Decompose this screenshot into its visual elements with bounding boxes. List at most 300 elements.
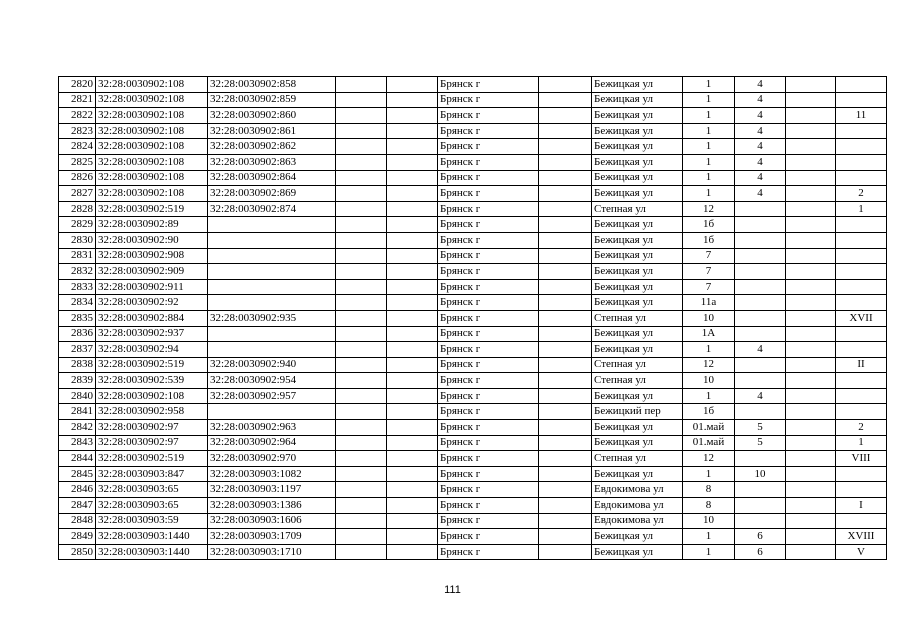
parent-cadastral-number-cell: 32:28:0030902:90: [96, 232, 208, 248]
apartment-number-cell: 4: [735, 154, 786, 170]
parent-cadastral-number-cell: 32:28:0030902:94: [96, 342, 208, 358]
empty-cell-cell: [336, 139, 387, 155]
apartment-number-cell: [735, 201, 786, 217]
parent-cadastral-number-cell: 32:28:0030903:59: [96, 513, 208, 529]
house-number-cell: 1: [683, 139, 735, 155]
room-number-cell: [836, 77, 887, 93]
street-cell: Бежицкий пер: [592, 404, 683, 420]
parent-cadastral-number-cell: 32:28:0030903:847: [96, 466, 208, 482]
house-number-cell: 8: [683, 482, 735, 498]
empty-cell-cell: [387, 326, 438, 342]
house-number-cell: 1: [683, 186, 735, 202]
empty-cell-cell: [336, 513, 387, 529]
room-number-cell: [836, 404, 887, 420]
empty-cell-cell: [786, 388, 836, 404]
cadastral-number-cell: [208, 232, 336, 248]
empty-cell-cell: [786, 248, 836, 264]
table-row: [59, 498, 887, 514]
row-number-cell: 2838: [59, 357, 96, 373]
data-table: [58, 76, 887, 560]
empty-cell-cell: [387, 279, 438, 295]
apartment-number-cell: [735, 310, 786, 326]
city-cell: Брянск г: [438, 295, 539, 311]
empty-cell-cell: [336, 248, 387, 264]
cadastral-number-cell: 32:28:0030902:858: [208, 77, 336, 93]
street-cell: Бежицкая ул: [592, 139, 683, 155]
empty-cell-cell: [786, 451, 836, 467]
street-cell: Бежицкая ул: [592, 279, 683, 295]
parent-cadastral-number-cell: 32:28:0030903:1440: [96, 529, 208, 545]
row-number-cell: 2832: [59, 264, 96, 280]
row-number-cell: 2848: [59, 513, 96, 529]
empty-cell-cell: [387, 310, 438, 326]
house-number-cell: 1: [683, 529, 735, 545]
empty-cell-cell: [539, 264, 592, 280]
street-cell: Бежицкая ул: [592, 420, 683, 436]
table-row: [59, 108, 887, 124]
city-cell: Брянск г: [438, 420, 539, 436]
cadastral-number-cell: [208, 326, 336, 342]
empty-cell-cell: [336, 373, 387, 389]
parent-cadastral-number-cell: 32:28:0030902:519: [96, 357, 208, 373]
empty-cell-cell: [336, 544, 387, 560]
empty-cell-cell: [539, 435, 592, 451]
empty-cell-cell: [336, 217, 387, 233]
empty-cell-cell: [336, 279, 387, 295]
empty-cell-cell: [539, 123, 592, 139]
table-row: [59, 264, 887, 280]
empty-cell-cell: [786, 92, 836, 108]
apartment-number-cell: [735, 232, 786, 248]
empty-cell-cell: [336, 451, 387, 467]
street-cell: Бежицкая ул: [592, 529, 683, 545]
empty-cell-cell: [387, 77, 438, 93]
cadastral-number-cell: 32:28:0030903:1197: [208, 482, 336, 498]
table-row: [59, 388, 887, 404]
table-row: [59, 451, 887, 467]
apartment-number-cell: 5: [735, 420, 786, 436]
room-number-cell: [836, 264, 887, 280]
city-cell: Брянск г: [438, 154, 539, 170]
empty-cell-cell: [786, 482, 836, 498]
apartment-number-cell: [735, 326, 786, 342]
parent-cadastral-number-cell: 32:28:0030903:65: [96, 482, 208, 498]
empty-cell-cell: [539, 466, 592, 482]
room-number-cell: [836, 388, 887, 404]
house-number-cell: 1б: [683, 232, 735, 248]
empty-cell-cell: [336, 232, 387, 248]
cadastral-number-cell: 32:28:0030902:862: [208, 139, 336, 155]
row-number-cell: 2820: [59, 77, 96, 93]
room-number-cell: [836, 170, 887, 186]
cadastral-number-cell: 32:28:0030903:1082: [208, 466, 336, 482]
empty-cell-cell: [336, 264, 387, 280]
city-cell: Брянск г: [438, 435, 539, 451]
table-body: [59, 77, 887, 560]
empty-cell-cell: [539, 295, 592, 311]
apartment-number-cell: [735, 357, 786, 373]
empty-cell-cell: [539, 544, 592, 560]
street-cell: Бежицкая ул: [592, 435, 683, 451]
house-number-cell: 1: [683, 170, 735, 186]
apartment-number-cell: 5: [735, 435, 786, 451]
empty-cell-cell: [336, 77, 387, 93]
cadastral-number-cell: [208, 279, 336, 295]
cadastral-number-cell: 32:28:0030902:864: [208, 170, 336, 186]
street-cell: Степная ул: [592, 201, 683, 217]
row-number-cell: 2842: [59, 420, 96, 436]
apartment-number-cell: 4: [735, 139, 786, 155]
street-cell: Бежицкая ул: [592, 186, 683, 202]
empty-cell-cell: [387, 232, 438, 248]
apartment-number-cell: [735, 248, 786, 264]
room-number-cell: [836, 217, 887, 233]
empty-cell-cell: [387, 201, 438, 217]
table-row: [59, 295, 887, 311]
room-number-cell: 11: [836, 108, 887, 124]
empty-cell-cell: [786, 77, 836, 93]
apartment-number-cell: 4: [735, 123, 786, 139]
cadastral-number-cell: 32:28:0030902:957: [208, 388, 336, 404]
table-row: [59, 217, 887, 233]
empty-cell-cell: [786, 232, 836, 248]
house-number-cell: 8: [683, 498, 735, 514]
room-number-cell: V: [836, 544, 887, 560]
parent-cadastral-number-cell: 32:28:0030902:958: [96, 404, 208, 420]
cadastral-number-cell: [208, 264, 336, 280]
cadastral-number-cell: 32:28:0030902:940: [208, 357, 336, 373]
cadastral-number-cell: [208, 342, 336, 358]
room-number-cell: [836, 482, 887, 498]
room-number-cell: II: [836, 357, 887, 373]
empty-cell-cell: [387, 544, 438, 560]
city-cell: Брянск г: [438, 404, 539, 420]
row-number-cell: 2846: [59, 482, 96, 498]
room-number-cell: [836, 513, 887, 529]
parent-cadastral-number-cell: 32:28:0030902:108: [96, 388, 208, 404]
table-row: [59, 529, 887, 545]
table-row: [59, 404, 887, 420]
empty-cell-cell: [336, 295, 387, 311]
empty-cell-cell: [387, 498, 438, 514]
room-number-cell: I: [836, 498, 887, 514]
empty-cell-cell: [336, 326, 387, 342]
street-cell: Бежицкая ул: [592, 264, 683, 280]
empty-cell-cell: [336, 404, 387, 420]
empty-cell-cell: [336, 466, 387, 482]
parent-cadastral-number-cell: 32:28:0030902:108: [96, 92, 208, 108]
empty-cell-cell: [786, 108, 836, 124]
apartment-number-cell: [735, 451, 786, 467]
row-number-cell: 2826: [59, 170, 96, 186]
city-cell: Брянск г: [438, 170, 539, 186]
empty-cell-cell: [387, 170, 438, 186]
apartment-number-cell: [735, 482, 786, 498]
empty-cell-cell: [786, 498, 836, 514]
empty-cell-cell: [387, 466, 438, 482]
apartment-number-cell: [735, 279, 786, 295]
empty-cell-cell: [786, 373, 836, 389]
empty-cell-cell: [539, 108, 592, 124]
cadastral-number-cell: 32:28:0030902:861: [208, 123, 336, 139]
room-number-cell: XVII: [836, 310, 887, 326]
room-number-cell: 2: [836, 420, 887, 436]
empty-cell-cell: [539, 186, 592, 202]
street-cell: Бежицкая ул: [592, 77, 683, 93]
city-cell: Брянск г: [438, 186, 539, 202]
empty-cell-cell: [336, 186, 387, 202]
room-number-cell: XVIII: [836, 529, 887, 545]
street-cell: Бежицкая ул: [592, 388, 683, 404]
row-number-cell: 2845: [59, 466, 96, 482]
table-row: [59, 170, 887, 186]
house-number-cell: 1б: [683, 217, 735, 233]
room-number-cell: [836, 326, 887, 342]
apartment-number-cell: [735, 373, 786, 389]
parent-cadastral-number-cell: 32:28:0030902:908: [96, 248, 208, 264]
apartment-number-cell: 4: [735, 108, 786, 124]
parent-cadastral-number-cell: 32:28:0030902:108: [96, 77, 208, 93]
parent-cadastral-number-cell: 32:28:0030902:108: [96, 154, 208, 170]
row-number-cell: 2824: [59, 139, 96, 155]
room-number-cell: [836, 139, 887, 155]
apartment-number-cell: 4: [735, 170, 786, 186]
parent-cadastral-number-cell: 32:28:0030902:909: [96, 264, 208, 280]
row-number-cell: 2828: [59, 201, 96, 217]
apartment-number-cell: 6: [735, 544, 786, 560]
row-number-cell: 2833: [59, 279, 96, 295]
city-cell: Брянск г: [438, 498, 539, 514]
row-number-cell: 2836: [59, 326, 96, 342]
apartment-number-cell: 4: [735, 77, 786, 93]
empty-cell-cell: [387, 186, 438, 202]
empty-cell-cell: [387, 420, 438, 436]
empty-cell-cell: [539, 513, 592, 529]
room-number-cell: [836, 295, 887, 311]
city-cell: Брянск г: [438, 217, 539, 233]
row-number-cell: 2821: [59, 92, 96, 108]
empty-cell-cell: [387, 482, 438, 498]
house-number-cell: 1б: [683, 404, 735, 420]
street-cell: Степная ул: [592, 357, 683, 373]
empty-cell-cell: [539, 279, 592, 295]
empty-cell-cell: [336, 435, 387, 451]
parent-cadastral-number-cell: 32:28:0030902:884: [96, 310, 208, 326]
empty-cell-cell: [539, 139, 592, 155]
empty-cell-cell: [539, 404, 592, 420]
empty-cell-cell: [786, 513, 836, 529]
row-number-cell: 2841: [59, 404, 96, 420]
city-cell: Брянск г: [438, 544, 539, 560]
cadastral-number-cell: 32:28:0030902:963: [208, 420, 336, 436]
room-number-cell: [836, 123, 887, 139]
room-number-cell: [836, 466, 887, 482]
empty-cell-cell: [336, 498, 387, 514]
empty-cell-cell: [387, 435, 438, 451]
apartment-number-cell: 6: [735, 529, 786, 545]
empty-cell-cell: [786, 544, 836, 560]
street-cell: Бежицкая ул: [592, 108, 683, 124]
table-row: [59, 342, 887, 358]
row-number-cell: 2839: [59, 373, 96, 389]
room-number-cell: 1: [836, 435, 887, 451]
street-cell: Бежицкая ул: [592, 217, 683, 233]
empty-cell-cell: [336, 123, 387, 139]
apartment-number-cell: 4: [735, 388, 786, 404]
empty-cell-cell: [786, 186, 836, 202]
house-number-cell: 1: [683, 123, 735, 139]
table-row: [59, 232, 887, 248]
row-number-cell: 2822: [59, 108, 96, 124]
street-cell: Бежицкая ул: [592, 544, 683, 560]
city-cell: Брянск г: [438, 513, 539, 529]
cadastral-number-cell: 32:28:0030902:859: [208, 92, 336, 108]
table-row: [59, 201, 887, 217]
empty-cell-cell: [387, 248, 438, 264]
empty-cell-cell: [387, 357, 438, 373]
room-number-cell: VIII: [836, 451, 887, 467]
row-number-cell: 2840: [59, 388, 96, 404]
table-row: [59, 420, 887, 436]
empty-cell-cell: [539, 201, 592, 217]
room-number-cell: 2: [836, 186, 887, 202]
city-cell: Брянск г: [438, 326, 539, 342]
empty-cell-cell: [786, 201, 836, 217]
house-number-cell: 12: [683, 201, 735, 217]
empty-cell-cell: [539, 388, 592, 404]
empty-cell-cell: [336, 108, 387, 124]
empty-cell-cell: [387, 529, 438, 545]
row-number-cell: 2843: [59, 435, 96, 451]
empty-cell-cell: [387, 373, 438, 389]
empty-cell-cell: [539, 342, 592, 358]
empty-cell-cell: [539, 170, 592, 186]
row-number-cell: 2834: [59, 295, 96, 311]
table-row: [59, 279, 887, 295]
apartment-number-cell: [735, 264, 786, 280]
empty-cell-cell: [786, 279, 836, 295]
house-number-cell: 01.май: [683, 435, 735, 451]
parent-cadastral-number-cell: 32:28:0030902:519: [96, 451, 208, 467]
empty-cell-cell: [387, 92, 438, 108]
empty-cell-cell: [336, 388, 387, 404]
empty-cell-cell: [786, 404, 836, 420]
street-cell: Евдокимова ул: [592, 482, 683, 498]
empty-cell-cell: [539, 451, 592, 467]
house-number-cell: 1: [683, 92, 735, 108]
house-number-cell: 1: [683, 466, 735, 482]
room-number-cell: [836, 373, 887, 389]
city-cell: Брянск г: [438, 77, 539, 93]
cadastral-number-cell: [208, 217, 336, 233]
cadastral-number-cell: 32:28:0030903:1709: [208, 529, 336, 545]
table-row: [59, 186, 887, 202]
empty-cell-cell: [539, 92, 592, 108]
empty-cell-cell: [387, 139, 438, 155]
empty-cell-cell: [387, 108, 438, 124]
table-row: [59, 513, 887, 529]
cadastral-number-cell: 32:28:0030902:964: [208, 435, 336, 451]
row-number-cell: 2835: [59, 310, 96, 326]
empty-cell-cell: [387, 451, 438, 467]
empty-cell-cell: [539, 529, 592, 545]
row-number-cell: 2827: [59, 186, 96, 202]
house-number-cell: 1: [683, 154, 735, 170]
city-cell: Брянск г: [438, 279, 539, 295]
empty-cell-cell: [336, 154, 387, 170]
empty-cell-cell: [336, 201, 387, 217]
table-row: [59, 123, 887, 139]
table-row: [59, 357, 887, 373]
cadastral-number-cell: 32:28:0030903:1606: [208, 513, 336, 529]
empty-cell-cell: [539, 310, 592, 326]
house-number-cell: 01.май: [683, 420, 735, 436]
city-cell: Брянск г: [438, 388, 539, 404]
empty-cell-cell: [539, 248, 592, 264]
house-number-cell: 12: [683, 451, 735, 467]
empty-cell-cell: [539, 482, 592, 498]
empty-cell-cell: [336, 482, 387, 498]
empty-cell-cell: [387, 217, 438, 233]
room-number-cell: 1: [836, 201, 887, 217]
cadastral-number-cell: [208, 248, 336, 264]
row-number-cell: 2829: [59, 217, 96, 233]
empty-cell-cell: [539, 154, 592, 170]
city-cell: Брянск г: [438, 108, 539, 124]
parent-cadastral-number-cell: 32:28:0030902:108: [96, 186, 208, 202]
row-number-cell: 2830: [59, 232, 96, 248]
table-row: [59, 139, 887, 155]
empty-cell-cell: [786, 295, 836, 311]
parent-cadastral-number-cell: 32:28:0030902:108: [96, 123, 208, 139]
empty-cell-cell: [786, 435, 836, 451]
cadastral-number-cell: 32:28:0030903:1386: [208, 498, 336, 514]
house-number-cell: 1: [683, 108, 735, 124]
table-row: [59, 248, 887, 264]
street-cell: Степная ул: [592, 310, 683, 326]
empty-cell-cell: [336, 342, 387, 358]
city-cell: Брянск г: [438, 248, 539, 264]
empty-cell-cell: [387, 388, 438, 404]
city-cell: Брянск г: [438, 123, 539, 139]
row-number-cell: 2849: [59, 529, 96, 545]
street-cell: Степная ул: [592, 373, 683, 389]
room-number-cell: [836, 232, 887, 248]
empty-cell-cell: [786, 420, 836, 436]
street-cell: Бежицкая ул: [592, 123, 683, 139]
street-cell: Бежицкая ул: [592, 248, 683, 264]
room-number-cell: [836, 279, 887, 295]
street-cell: Евдокимова ул: [592, 498, 683, 514]
empty-cell-cell: [786, 217, 836, 233]
empty-cell-cell: [387, 404, 438, 420]
street-cell: Бежицкая ул: [592, 170, 683, 186]
house-number-cell: 10: [683, 513, 735, 529]
table-row: [59, 544, 887, 560]
empty-cell-cell: [786, 154, 836, 170]
empty-cell-cell: [786, 170, 836, 186]
city-cell: Брянск г: [438, 451, 539, 467]
city-cell: Брянск г: [438, 482, 539, 498]
empty-cell-cell: [336, 420, 387, 436]
house-number-cell: 11а: [683, 295, 735, 311]
cadastral-number-cell: 32:28:0030902:860: [208, 108, 336, 124]
apartment-number-cell: [735, 295, 786, 311]
street-cell: Бежицкая ул: [592, 326, 683, 342]
street-cell: Евдокимова ул: [592, 513, 683, 529]
empty-cell-cell: [786, 529, 836, 545]
room-number-cell: [836, 342, 887, 358]
